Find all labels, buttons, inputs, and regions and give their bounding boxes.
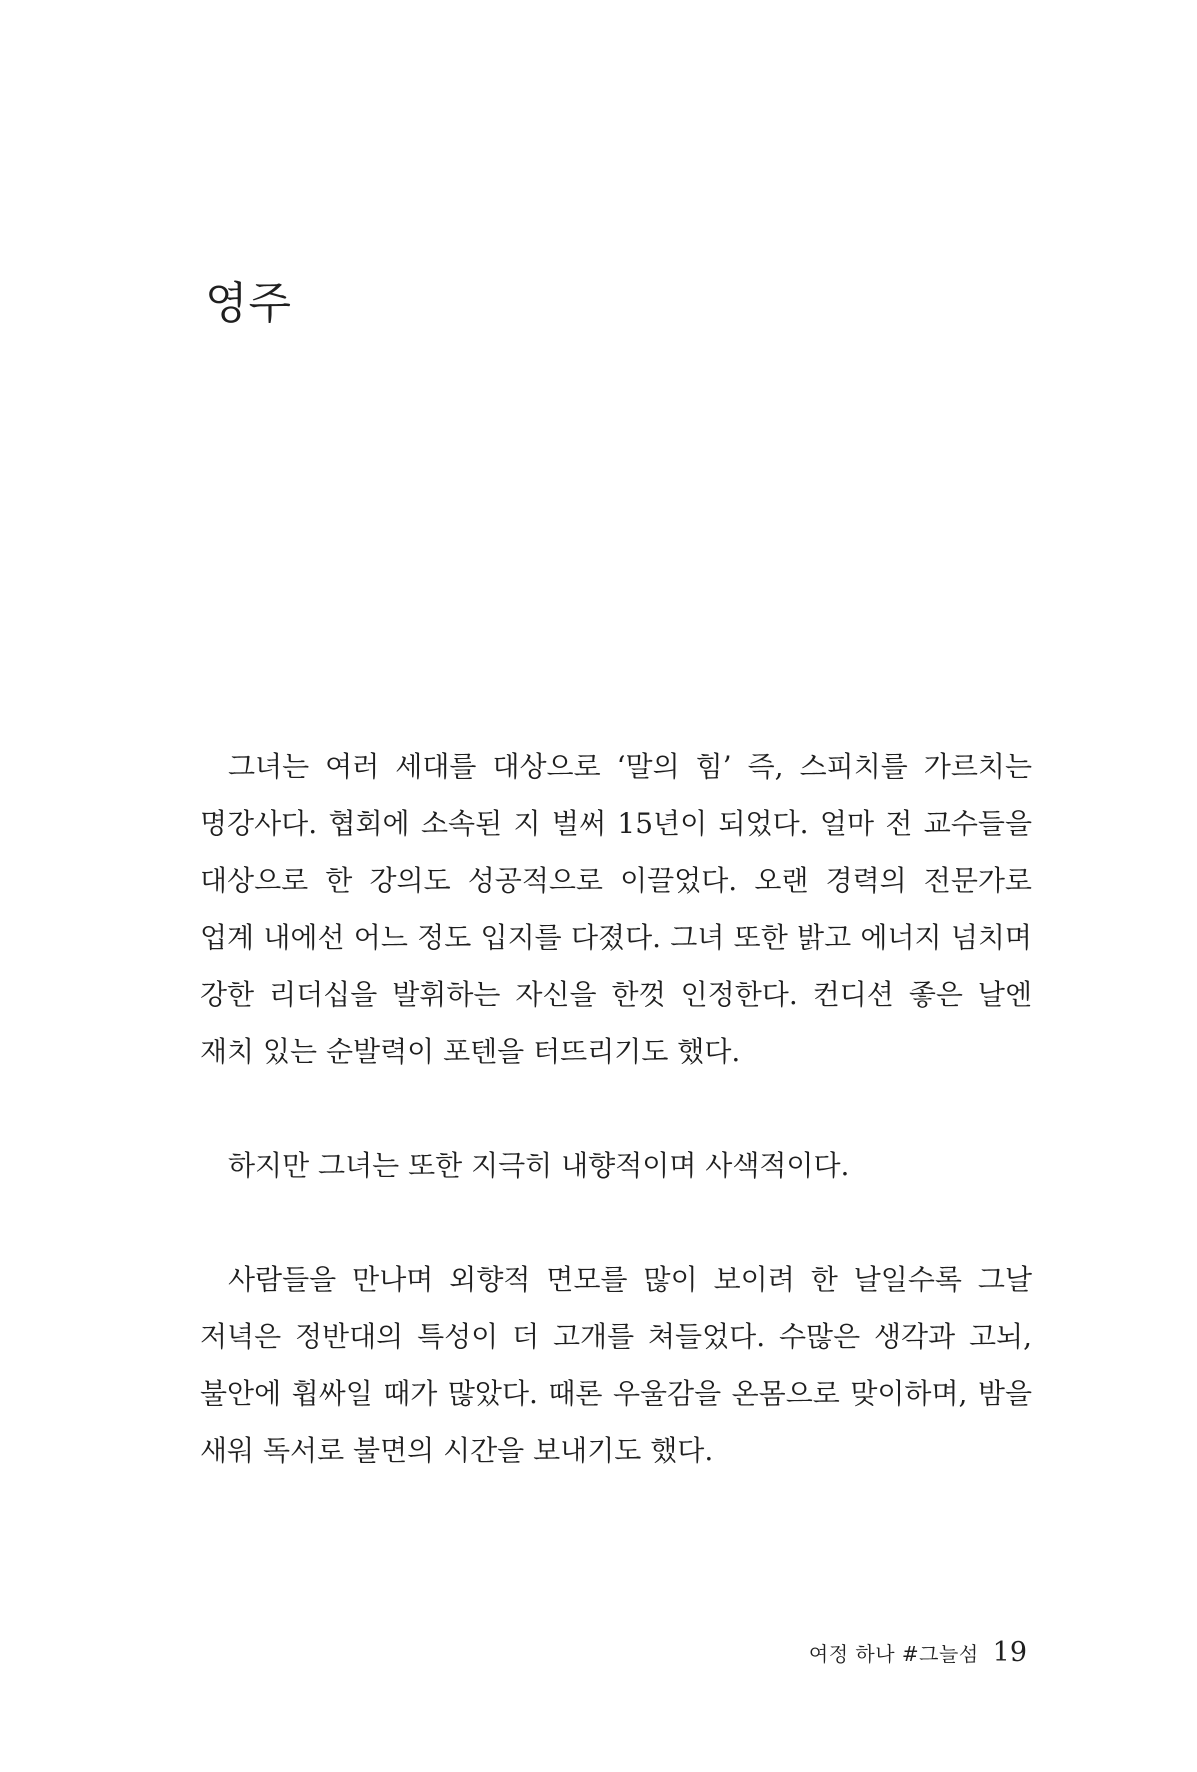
paragraph-2: 하지만 그녀는 또한 지극히 내향적이며 사색적이다. bbox=[228, 1149, 850, 1182]
body-text bbox=[200, 738, 1032, 1536]
page-footer bbox=[809, 1637, 1027, 1668]
chapter-title: 영주 bbox=[205, 278, 293, 329]
running-title: 여정 하나 #그늘섬 bbox=[808, 1642, 979, 1666]
paragraph-3: 사람들을 만나며 외향적 면모를 많이 보이려 한 날일수록 그날 저녁은 정반대의 특성이 더 고개를 쳐들었다. 수많은 생각과 고뇌, 불안에 휩싸일 때가 많았다. 때론 우울감을 온몸으로 맞이하며, 밤을 새워 독서로 불면의 시간을 보내기도 했다. bbox=[200, 1263, 1032, 1467]
paragraph-1: 그녀는 여러 세대를 대상으로 ‘말의 힘’ 즉, 스피치를 가르치는 명강사다. 협회에 소속된 지 벌써 15년이 되었다. 얼마 전 교수들을 대상으로 한 강의도 성공적으로 이끌었다. 오랜 경력의 전문가로 업계 내에선 어느 정도 입지를 다졌다. 그녀 또한 밝고 에너지 넘치며 강한 리더십을 발휘하는 자신을 한껏 인정한다. 컨디션 좋은 날엔 재치 있는 순발력이 포텐을 터뜨리기도 했다. bbox=[200, 750, 1032, 1068]
page-number: 19 bbox=[992, 1637, 1027, 1668]
